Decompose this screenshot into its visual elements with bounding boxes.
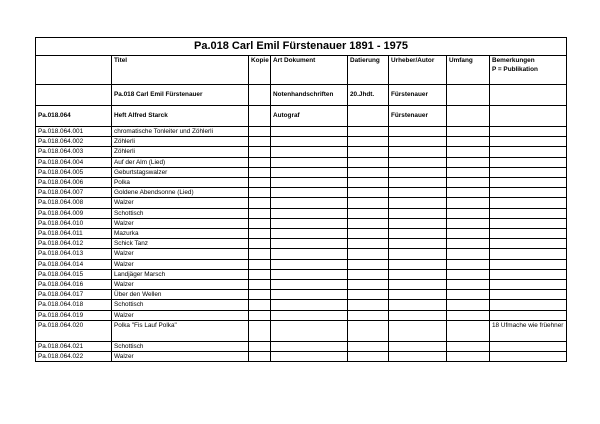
cell-id: Pa.018.064.014: [36, 259, 112, 269]
cell-kopie: [249, 167, 271, 177]
cell-bemerkungen: [490, 300, 567, 310]
cell-urheber: [389, 280, 447, 290]
cell-kopie: [249, 137, 271, 147]
cell-art: [271, 229, 348, 239]
cell-titel: Geburtstagswalzer: [112, 167, 249, 177]
cell-id: Pa.018.064.007: [36, 188, 112, 198]
cell-datierung: [348, 259, 389, 269]
cell-bemerkungen: [490, 208, 567, 218]
cell-art: [271, 137, 348, 147]
cell-id: Pa.018.064.015: [36, 269, 112, 279]
cell-titel: Polka "Fis Lauf Polka": [112, 320, 249, 341]
cell-bemerkungen: [490, 249, 567, 259]
cell-kopie: [249, 147, 271, 157]
cell-kopie: [249, 239, 271, 249]
cell-id: Pa.018.064.016: [36, 280, 112, 290]
cell-titel: Zöhlerli: [112, 147, 249, 157]
table-row: [36, 352, 567, 362]
cell-umfang: [447, 280, 490, 290]
cell-titel: Mazurka: [112, 229, 249, 239]
cell-umfang: [447, 239, 490, 249]
cell-urheber: [389, 352, 447, 362]
cell-id: Pa.018.064.012: [36, 239, 112, 249]
cell-datierung: [348, 229, 389, 239]
cell-kopie: [249, 178, 271, 188]
cell-umfang: [447, 341, 490, 351]
table-row: [36, 157, 567, 167]
table-row: [36, 178, 567, 188]
cell-kopie: [249, 300, 271, 310]
cell-bemerkungen: [490, 310, 567, 320]
group-id: Pa.018.064: [36, 106, 112, 127]
cell-id: Pa.018.064.018: [36, 300, 112, 310]
cell-datierung: [348, 218, 389, 228]
cell-kopie: [249, 310, 271, 320]
cell-bemerkungen: 18 Ufmache wie früehner: [490, 320, 567, 341]
cell-urheber: [389, 188, 447, 198]
cell-umfang: [447, 147, 490, 157]
cell-urheber: [389, 249, 447, 259]
cell-umfang: [447, 259, 490, 269]
table-row: [36, 188, 567, 198]
cell-urheber: [389, 320, 447, 341]
cell-art: [271, 218, 348, 228]
cell-bemerkungen: [490, 352, 567, 362]
cell-art: [271, 341, 348, 351]
cell-id: Pa.018.064.020: [36, 320, 112, 341]
cell-kopie: [249, 208, 271, 218]
table-row: [36, 310, 567, 320]
cell-umfang: [447, 269, 490, 279]
table-row: [36, 127, 567, 137]
cell-umfang: [447, 290, 490, 300]
group-bemerkungen: [490, 106, 567, 127]
cell-kopie: [249, 249, 271, 259]
cell-kopie: [249, 320, 271, 341]
cell-titel: Zöhlerli: [112, 137, 249, 147]
cell-datierung: [348, 320, 389, 341]
table-row: [36, 229, 567, 239]
group-titel: Heft Alfred Starck: [112, 106, 249, 127]
cell-titel: Schottisch: [112, 300, 249, 310]
cell-datierung: [348, 239, 389, 249]
cell-art: [271, 280, 348, 290]
cell-id: Pa.018.064.006: [36, 178, 112, 188]
cell-datierung: [348, 127, 389, 137]
cell-kopie: [249, 269, 271, 279]
collection-id: [36, 85, 112, 106]
inventory-sheet: [35, 37, 566, 362]
cell-titel: Walzer: [112, 259, 249, 269]
cell-art: [271, 259, 348, 269]
cell-bemerkungen: [490, 137, 567, 147]
cell-art: [271, 249, 348, 259]
cell-urheber: [389, 147, 447, 157]
table-row: [36, 198, 567, 208]
cell-datierung: [348, 300, 389, 310]
header-bemerkungen-line2: P = Publikation: [492, 66, 538, 74]
cell-titel: Polka: [112, 178, 249, 188]
cell-datierung: [348, 147, 389, 157]
table-row: [36, 239, 567, 249]
group-row: [36, 106, 567, 127]
cell-umfang: [447, 127, 490, 137]
cell-art: [271, 167, 348, 177]
cell-bemerkungen: [490, 269, 567, 279]
table-row: [36, 259, 567, 269]
header-id: [36, 56, 112, 85]
collection-titel: Pa.018 Carl Emil Fürstenauer: [112, 85, 249, 106]
cell-kopie: [249, 157, 271, 167]
cell-kopie: [249, 341, 271, 351]
cell-id: Pa.018.064.019: [36, 310, 112, 320]
cell-id: Pa.018.064.008: [36, 198, 112, 208]
cell-titel: Walzer: [112, 280, 249, 290]
cell-id: Pa.018.064.010: [36, 218, 112, 228]
group-datierung: [348, 106, 389, 127]
cell-titel: Walzer: [112, 198, 249, 208]
cell-datierung: [348, 249, 389, 259]
cell-umfang: [447, 218, 490, 228]
cell-urheber: [389, 229, 447, 239]
cell-bemerkungen: [490, 198, 567, 208]
cell-urheber: [389, 341, 447, 351]
cell-id: Pa.018.064.022: [36, 352, 112, 362]
header-bemerkungen: [490, 56, 567, 85]
cell-art: [271, 127, 348, 137]
cell-art: [271, 310, 348, 320]
cell-titel: Walzer: [112, 218, 249, 228]
cell-urheber: [389, 167, 447, 177]
cell-bemerkungen: [490, 239, 567, 249]
cell-datierung: [348, 341, 389, 351]
cell-art: [271, 320, 348, 341]
cell-titel: Landjäger Marsch: [112, 269, 249, 279]
cell-bemerkungen: [490, 259, 567, 269]
cell-art: [271, 290, 348, 300]
header-kopie: Kopie: [249, 56, 271, 85]
cell-urheber: [389, 208, 447, 218]
collection-art: Notenhandschriften: [271, 85, 348, 106]
cell-titel: Walzer: [112, 249, 249, 259]
group-kopie: [249, 106, 271, 127]
cell-titel: chromatische Tonleiter und Zöhlerli: [112, 127, 249, 137]
cell-kopie: [249, 290, 271, 300]
cell-urheber: [389, 198, 447, 208]
header-titel: Titel: [112, 56, 249, 85]
cell-id: Pa.018.064.021: [36, 341, 112, 351]
cell-titel: Goldene Abendsonne (Lied): [112, 188, 249, 198]
header-umfang: Umfang: [447, 56, 490, 85]
cell-kopie: [249, 352, 271, 362]
cell-umfang: [447, 300, 490, 310]
header-urheber: Urheber/Autor: [389, 56, 447, 85]
table-row: [36, 249, 567, 259]
cell-datierung: [348, 137, 389, 147]
cell-datierung: [348, 188, 389, 198]
cell-art: [271, 352, 348, 362]
cell-datierung: [348, 157, 389, 167]
table-row: [36, 137, 567, 147]
cell-titel: Auf der Alm (Lied): [112, 157, 249, 167]
cell-bemerkungen: [490, 229, 567, 239]
cell-datierung: [348, 310, 389, 320]
collection-umfang: [447, 85, 490, 106]
cell-titel: Schottisch: [112, 341, 249, 351]
cell-umfang: [447, 167, 490, 177]
header-bemerkungen-line1: Bemerkungen: [492, 57, 535, 64]
cell-umfang: [447, 188, 490, 198]
table-row: [36, 208, 567, 218]
cell-urheber: [389, 310, 447, 320]
cell-id: Pa.018.064.004: [36, 157, 112, 167]
cell-id: Pa.018.064.013: [36, 249, 112, 259]
cell-umfang: [447, 178, 490, 188]
cell-kopie: [249, 229, 271, 239]
cell-kopie: [249, 259, 271, 269]
cell-art: [271, 239, 348, 249]
cell-art: [271, 208, 348, 218]
cell-datierung: [348, 198, 389, 208]
cell-bemerkungen: [490, 178, 567, 188]
cell-datierung: [348, 290, 389, 300]
cell-umfang: [447, 157, 490, 167]
cell-id: Pa.018.064.003: [36, 147, 112, 157]
cell-datierung: [348, 167, 389, 177]
cell-titel: Über den Wellen: [112, 290, 249, 300]
cell-titel: Schick Tanz: [112, 239, 249, 249]
cell-umfang: [447, 198, 490, 208]
cell-art: [271, 300, 348, 310]
group-art: Autograf: [271, 106, 348, 127]
cell-art: [271, 269, 348, 279]
cell-bemerkungen: [490, 147, 567, 157]
collection-datierung: 20.Jhdt.: [348, 85, 389, 106]
cell-kopie: [249, 218, 271, 228]
cell-art: [271, 147, 348, 157]
cell-umfang: [447, 249, 490, 259]
cell-kopie: [249, 280, 271, 290]
cell-datierung: [348, 178, 389, 188]
table-row: [36, 300, 567, 310]
cell-id: Pa.018.064.001: [36, 127, 112, 137]
cell-urheber: [389, 290, 447, 300]
cell-datierung: [348, 208, 389, 218]
cell-id: Pa.018.064.011: [36, 229, 112, 239]
cell-urheber: [389, 239, 447, 249]
cell-bemerkungen: [490, 280, 567, 290]
collection-row: [36, 85, 567, 106]
group-umfang: [447, 106, 490, 127]
group-urheber: Fürstenauer: [389, 106, 447, 127]
cell-bemerkungen: [490, 290, 567, 300]
cell-titel: Schottisch: [112, 208, 249, 218]
cell-id: Pa.018.064.009: [36, 208, 112, 218]
cell-datierung: [348, 269, 389, 279]
cell-urheber: [389, 178, 447, 188]
cell-umfang: [447, 229, 490, 239]
cell-titel: Walzer: [112, 352, 249, 362]
cell-id: Pa.018.064.017: [36, 290, 112, 300]
collection-urheber: Fürstenauer: [389, 85, 447, 106]
table-row: [36, 218, 567, 228]
collection-kopie: [249, 85, 271, 106]
collection-bemerkungen: [490, 85, 567, 106]
cell-art: [271, 188, 348, 198]
cell-art: [271, 198, 348, 208]
cell-art: [271, 157, 348, 167]
table-row: [36, 167, 567, 177]
cell-urheber: [389, 259, 447, 269]
cell-bemerkungen: [490, 127, 567, 137]
cell-datierung: [348, 280, 389, 290]
table-row: [36, 269, 567, 279]
table-row: [36, 280, 567, 290]
cell-art: [271, 178, 348, 188]
cell-bemerkungen: [490, 341, 567, 351]
cell-bemerkungen: [490, 188, 567, 198]
cell-bemerkungen: [490, 218, 567, 228]
cell-titel: Walzer: [112, 310, 249, 320]
cell-bemerkungen: [490, 167, 567, 177]
cell-umfang: [447, 320, 490, 341]
table-row: [36, 290, 567, 300]
cell-umfang: [447, 137, 490, 147]
cell-bemerkungen: [490, 157, 567, 167]
cell-urheber: [389, 218, 447, 228]
cell-urheber: [389, 127, 447, 137]
document-title: Pa.018 Carl Emil Fürstenauer 1891 - 1975: [36, 38, 567, 56]
header-row: [36, 56, 567, 85]
table-row: [36, 320, 567, 341]
cell-urheber: [389, 300, 447, 310]
cell-umfang: [447, 208, 490, 218]
cell-umfang: [447, 310, 490, 320]
cell-kopie: [249, 127, 271, 137]
header-datierung: Datierung: [348, 56, 389, 85]
header-art: Art Dokument: [271, 56, 348, 85]
cell-id: Pa.018.064.005: [36, 167, 112, 177]
cell-kopie: [249, 188, 271, 198]
cell-urheber: [389, 137, 447, 147]
cell-urheber: [389, 157, 447, 167]
inventory-table: [35, 37, 567, 362]
cell-id: Pa.018.064.002: [36, 137, 112, 147]
cell-urheber: [389, 269, 447, 279]
cell-kopie: [249, 198, 271, 208]
table-row: [36, 341, 567, 351]
cell-umfang: [447, 352, 490, 362]
table-row: [36, 147, 567, 157]
cell-datierung: [348, 352, 389, 362]
